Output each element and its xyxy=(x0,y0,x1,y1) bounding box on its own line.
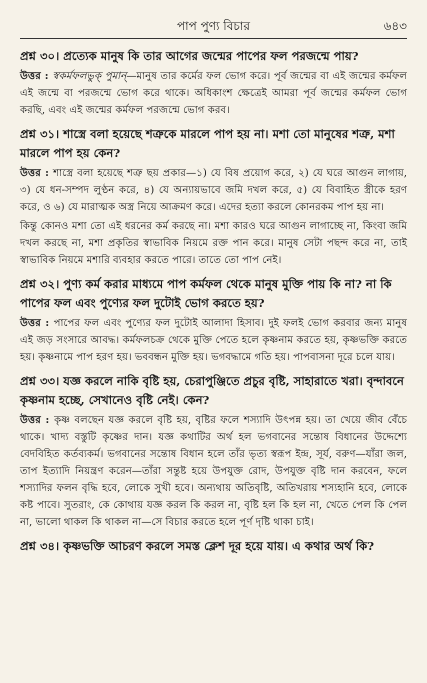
page-body xyxy=(20,47,407,556)
question xyxy=(20,537,407,556)
answer-paragraph xyxy=(20,165,407,216)
text: প্রশ্ন ৩২। পুণ্য কর্ম করার মাধ্যমে পাপ কর্মফল থেকে মানুষ মুক্তি পায় কি না? না কি পাপের ফল এবং পুণ্যের ফল দুটোই ভোগ করতে হয়? xyxy=(20,277,392,310)
running-title: পাপ পুণ্য বিচার xyxy=(177,19,250,33)
answer-lead: উত্তর : xyxy=(20,70,53,82)
answer-paragraph xyxy=(20,412,407,531)
answer-lead: উত্তর : xyxy=(20,167,54,179)
answer-lead: উত্তর : xyxy=(20,414,55,426)
page-header xyxy=(20,16,407,39)
question xyxy=(20,275,407,313)
question xyxy=(20,372,407,410)
question xyxy=(20,47,407,66)
answer-lead: উত্তর : xyxy=(20,317,54,329)
text: প্রশ্ন ৩৩। যজ্ঞ করলে নাকি বৃষ্টি হয়, চেরাপুঞ্জিতে প্রচুর বৃষ্টি, সাহারাতে খরা। বৃন্দাবনে কৃষ্ণনাম হচ্ছে, সেখানেও বৃষ্টি নেই। কেন? xyxy=(20,374,404,407)
text: পাপের ফল এবং পুণ্যের ফল দুটোই আলাদা হিসাব। দুই ফলই ভোগ করবার জন্য মানুষ এই জড় সংসারে আবদ্ধ। কর্মফলচক্র থেকে মুক্তি পেতে হলে কৃষ্ণনাম করতে হয়, কৃষ্ণভক্তি করতে হয়। কৃষ্ণনামে পাপ হরণ হয়। ভববন্ধন মুক্তি হয়। ভগবদ্ধামে গতি হয়। পাপবাসনা দূরে চলে যায়। xyxy=(20,318,407,363)
text: প্রশ্ন ৩৪। কৃষ্ণভক্তি আচরণ করলে সমস্ত ক্লেশ দূর হয়ে যায়। এ কথার অর্থ কি? xyxy=(20,539,375,553)
text: প্রশ্ন ৩১। শাস্ত্রে বলা হয়েছে শত্রুকে মারলে পাপ হয় না। মশা তো মানুষের শত্রু, মশা মারলে পাপ হয় কেন? xyxy=(20,127,395,160)
answer-paragraph xyxy=(20,315,407,366)
text: শাস্ত্রে বলা হয়েছে শত্রু ছয় প্রকার—১) যে বিষ প্রয়োগ করে, ২) যে ঘরে আগুন লাগায়, ৩) যে ধন-সম্পদ লুণ্ঠন করে, ৪) যে অন্যায়ভাবে জমি দখল করে, ৫) যে বিবাহিত স্ত্রীকে হরণ করে, ও ৬) যে মারাত্মক অস্ত্র নিয়ে আক্রমণ করে। এদের হত্যা করলে কোনরকম পাপ হয় না। xyxy=(20,168,407,213)
answer-paragraph xyxy=(20,68,407,119)
question xyxy=(20,125,407,163)
text: প্রশ্ন ৩০। প্রত্যেক মানুষ কি তার আগের জন্মের পাপের ফল পরজন্মে পায়? xyxy=(20,49,359,63)
quoted-phrase: স্বকর্মফলভুক্‌ পুমান্‌ xyxy=(52,71,127,82)
text: কৃষ্ণ বলছেন যজ্ঞ করলে বৃষ্টি হয়, বৃষ্টির ফলে শস্যাদি উৎপন্ন হয়। তা খেয়ে জীব বেঁচে থাকে। খাদ্য বস্তুটি কৃষ্ণের দান। যজ্ঞ কথাটির অর্থ হল ভগবানের সন্তোষ বিধানের উদ্দেশ্যে বেদবিহিত কর্তব্যকর্ম। ভগবানের সন্তোষ বিধান হলে তাঁর ভৃত্য স্বরূপ ইন্দ্র, সূর্য, বরুণ—যাঁরা জল, তাপ ইত্যাদি নিয়ন্ত্রণ করেন—তাঁরা সন্তুষ্ট হয়ে উপযুক্ত রোদ, উপযুক্ত বৃষ্টি দান করবেন, ফলে শস্যাদির ফলন বৃদ্ধি হবে, লোকে সুখী হবে। অন্যথায় অতিবৃষ্টি, অতিখরায় শস্যহানি হবে, লোকে কষ্ট পাবে। সুতরাং, কে কোথায় যজ্ঞ করল কি করল না, বৃষ্টি হল কি হল না, খেতে পেল কি পেল না, ভালো থাকল কি থাকল না—সে বিচার করতে হলে পূর্ণ দৃষ্টি থাকা চাই। xyxy=(20,415,407,528)
text: —মানুষ তার কর্মের ফল ভোগ করে। পূর্ব জন্মের বা এই জন্মের কর্মফল এই জন্মে বা পরজন্মে ভোগ করে থাকে। অধিকাংশ ক্ষেত্রেই আমরা পূর্ব জন্মের কর্মফল ভোগ করছি, এবং এই জন্মের কর্মফল পরজন্মে ভোগ করব। xyxy=(20,71,407,116)
page-number: ৬৪৩ xyxy=(383,19,407,33)
text: কিন্তু কোনও মশা তো এই ধরনের কর্ম করছে না। মশা কারও ঘরে আগুন লাগাচ্ছে না, কিংবা জমি দখল করছে না, মশা প্রকৃতির স্বাভাবিক নিয়মে রক্ত পান করে। মানুষ সেটা পছন্দ করে না, তাই স্বাভাবিক নিয়মে মশারি ব্যবহার করতে পারে। তাতে তো পাপ নেই। xyxy=(20,221,407,266)
answer-paragraph xyxy=(20,218,407,269)
